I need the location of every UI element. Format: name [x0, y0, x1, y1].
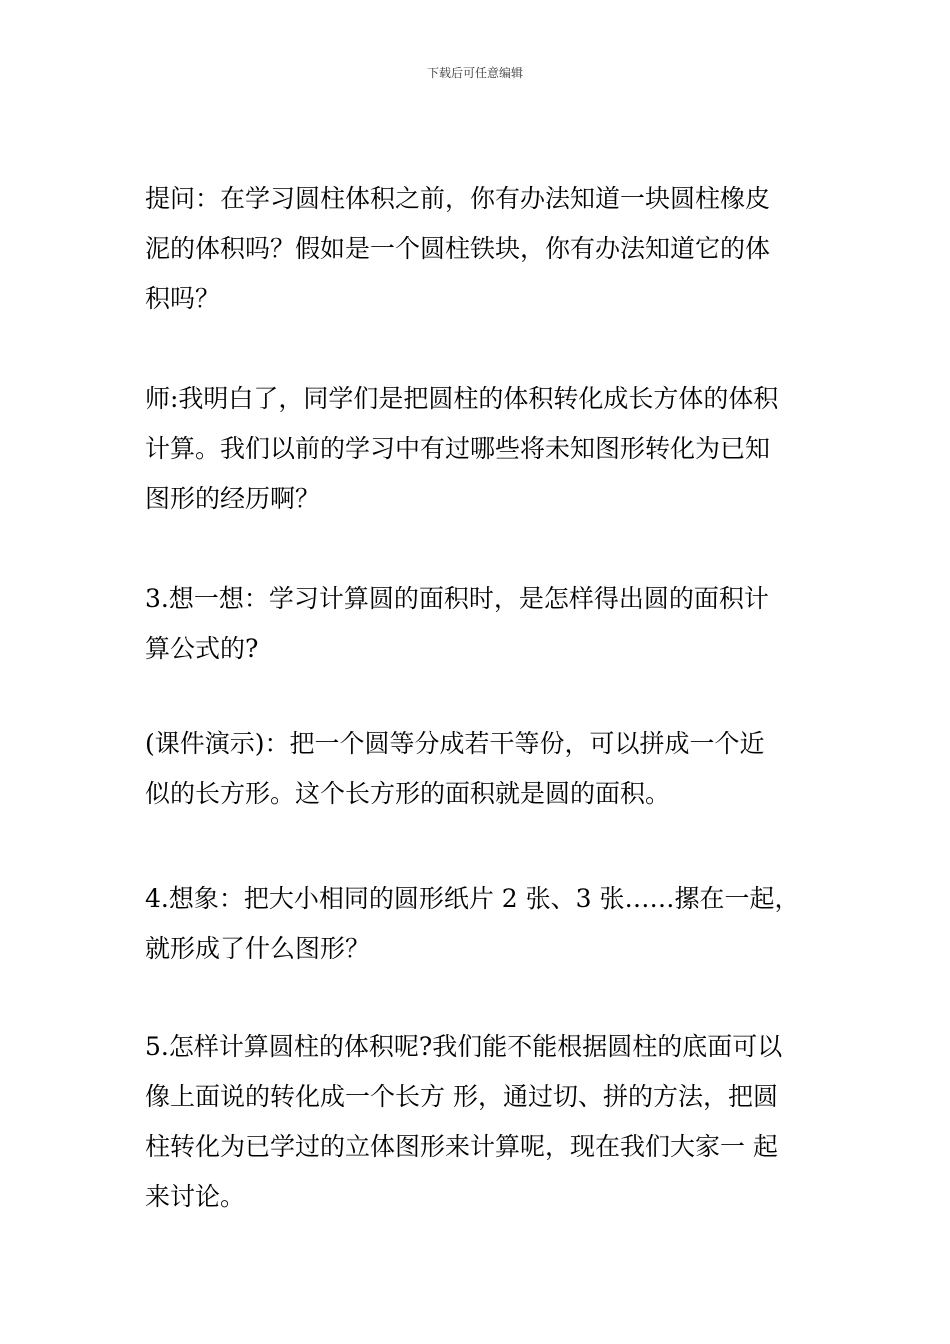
text-line: 提问：在学习圆柱体积之前，你有办法知道一块圆柱橡皮: [145, 184, 771, 213]
text-line: 5.怎样计算圆柱的体积呢?我们能不能根据圆柱的底面可以: [145, 1032, 783, 1061]
page-header: 下载后可任意编辑: [426, 66, 523, 80]
paragraph-5: [145, 874, 810, 974]
text-line: (课件演示)：把一个圆等分成若干等份，可以拼成一个近: [145, 729, 765, 758]
text-line: 泥的体积吗？假如是一个圆柱铁块，你有办法知道它的体: [145, 234, 771, 263]
text-line: 师:我明白了，同学们是把圆柱的体积转化成长方体的体积: [145, 384, 779, 413]
paragraph-2: [145, 374, 810, 524]
text-line: 图形的经历啊？: [145, 484, 321, 513]
text-line: 计算。我们以前的学习中有过哪些将未知图形转化为已知: [145, 434, 771, 463]
paragraph-1: [145, 174, 810, 324]
text-line: 算公式的?: [145, 634, 259, 663]
text-line: 像上面说的转化成一个长方 形，通过切、拼的方法，把圆: [145, 1082, 778, 1111]
paragraph-3: [145, 574, 810, 674]
text-line: 来讨论。: [145, 1182, 246, 1211]
paragraph-4: [145, 719, 810, 819]
text-line: 就形成了什么图形？: [145, 934, 371, 963]
text-line: 积吗？: [145, 284, 221, 313]
text-line: 似的长方形。这个长方形的面积就是圆的面积。: [145, 779, 671, 808]
text-line: 4.想象：把大小相同的圆形纸片 2 张、3 张……摞在一起，: [145, 884, 800, 913]
text-line: 柱转化为已学过的立体图形来计算呢，现在我们大家一 起: [145, 1132, 778, 1161]
paragraph-6: [145, 1022, 810, 1222]
text-line: 3.想一想：学习计算圆的面积时，是怎样得出圆的面积计: [145, 584, 769, 613]
